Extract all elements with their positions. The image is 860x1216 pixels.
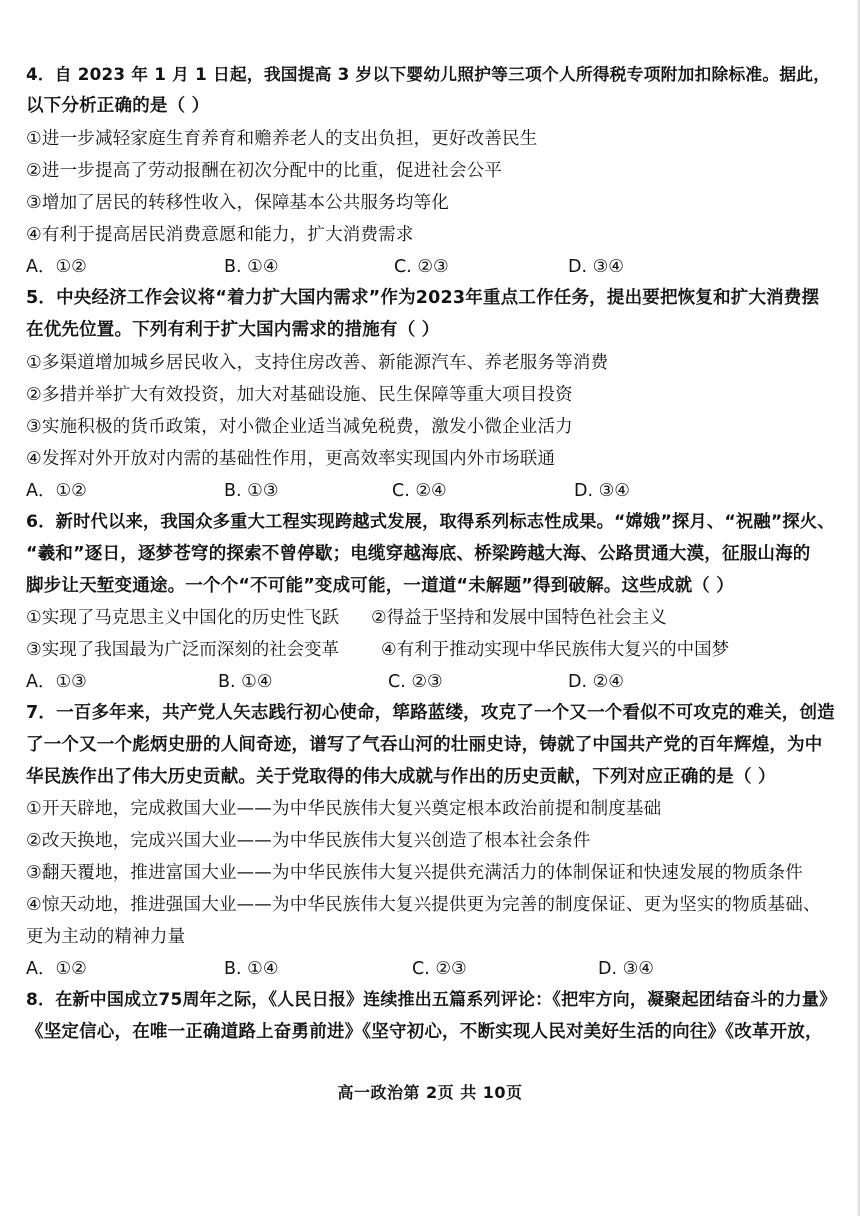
q4-option-3: ③增加了居民的转移性收入，保障基本公共服务均等化 (26, 193, 449, 213)
q5-answer-b: B. ①③ (224, 481, 279, 501)
q4-option-4: ④有利于提高居民消费意愿和能力，扩大消费需求 (26, 225, 414, 245)
q5-answer-a: A．①② (26, 481, 87, 501)
q4-answer-b: B. ①④ (224, 257, 279, 277)
q7-option-2: ②改天换地，完成兴国大业——为中华民族伟大复兴创造了根本社会条件 (26, 831, 591, 851)
q5-option-3: ③实施积极的货币政策，对小微企业适当减免税费，激发小微企业活力 (26, 417, 573, 437)
q4-option-1: ①进一步减轻家庭生育养育和赡养老人的支出负担，更好改善民生 (26, 129, 538, 149)
q5-stem-line-2: 在优先位置。下列有利于扩大国内需求的措施有（ ） (26, 320, 440, 340)
q7-stem-line-1: 7．一百多年来，共产党人矢志践行初心使命，筚路蓝缕，攻克了一个又一个看似不可攻克的难关，创造 (26, 703, 835, 723)
q6-options-row-2 (26, 638, 826, 662)
q7-answer-a: A．①② (26, 959, 87, 979)
q5-answer-d: D. ③④ (574, 481, 630, 501)
q7-answer-c: C. ②③ (412, 959, 467, 979)
q4-stem-line-1: 4．自 2023 年 1 月 1 日起，我国提高 3 岁以下婴幼儿照护等三项个人所得税专项附加扣除标准。据此， (26, 64, 831, 84)
q6-option-4: ④有利于推动实现中华民族伟大复兴的中国梦 (381, 640, 730, 660)
q5-option-1: ①多渠道增加城乡居民收入，支持住房改善、新能源汽车、养老服务等消费 (26, 353, 609, 373)
q7-stem-line-2: 了一个又一个彪炳史册的人间奇迹，谱写了气吞山河的壮丽史诗，铸就了中国共产党的百年辉煌，为中 (26, 735, 823, 755)
q4-stem-line-2: 以下分析正确的是（ ） (26, 96, 210, 116)
q6-options-row-1 (26, 606, 826, 630)
q6-option-3: ③实现了我国最为广泛而深刻的社会变革 (26, 640, 340, 660)
q6-stem-line-2: “羲和”逐日，逐梦苍穹的探索不曾停歇；电缆穿越海底、桥梁跨越大海、公路贯通大漠，征服山海的 (26, 544, 811, 564)
q7-answer-choices (26, 957, 826, 981)
q5-option-2: ②多措并举扩大有效投资，加大对基础设施、民生保障等重大项目投资 (26, 385, 573, 405)
q6-answer-b: B. ①④ (218, 672, 273, 692)
q4-answer-choices (26, 255, 826, 279)
q7-answer-b: B. ①④ (224, 959, 279, 979)
q4-option-2: ②进一步提高了劳动报酬在初次分配中的比重，促进社会公平 (26, 161, 503, 181)
q4-answer-d: D. ③④ (568, 257, 624, 277)
q8-stem-line-2: 《坚定信心，在唯一正确道路上奋勇前进》《坚守初心，不断实现人民对美好生活的向往》《改革开放， (26, 1022, 823, 1042)
q6-answer-c: C. ②③ (388, 672, 443, 692)
q8-stem-line-1: 8．在新中国成立75周年之际，《人民日报》连续推出五篇系列评论：《把牢方向，凝聚起团结奋斗的力量》 (26, 990, 837, 1010)
q7-option-3: ③翻天覆地，推进富国大业——为中华民族伟大复兴提供充满活力的体制保证和快速发展的物质条件 (26, 863, 803, 883)
q7-option-4-line-1: ④惊天动地，推进强国大业——为中华民族伟大复兴提供更为完善的制度保证、更为坚实的物质基础、 (26, 895, 821, 915)
q7-option-4-line-2: 更为主动的精神力量 (26, 927, 186, 947)
q7-stem-line-3: 华民族作出了伟大历史贡献。关于党取得的伟大成就与作出的历史贡献，下列对应正确的是（ ） (26, 767, 776, 787)
q5-stem-line-1: 5．中央经济工作会议将“着力扩大国内需求”作为2023年重点工作任务，提出要把恢复和扩大消费摆 (26, 288, 820, 308)
q6-option-1: ①实现了马克思主义中国化的历史性飞跃 (26, 608, 340, 628)
q7-answer-d: D. ③④ (598, 959, 654, 979)
q4-answer-c: C. ②③ (394, 257, 449, 277)
q4-answer-a: A．①② (26, 257, 87, 277)
page-footer: 高一政治第 2页 共 10页 (337, 1083, 523, 1102)
q6-option-2: ②得益于坚持和发展中国特色社会主义 (371, 608, 667, 628)
q5-answer-choices (26, 479, 826, 503)
q5-option-4: ④发挥对外开放对内需的基础性作用，更高效率实现国内外市场联通 (26, 449, 556, 469)
q5-answer-c: C. ②④ (392, 481, 447, 501)
q6-answer-d: D. ②④ (568, 672, 624, 692)
q6-stem-line-1: 6．新时代以来，我国众多重大工程实现跨越式发展，取得系列标志性成果。“嫦娥”探月、“祝融”探火、 (26, 512, 835, 532)
q6-answer-choices (26, 670, 826, 694)
q7-option-1: ①开天辟地，完成救国大业——为中华民族伟大复兴奠定根本政治前提和制度基础 (26, 799, 662, 819)
q6-answer-a: A．①③ (26, 672, 87, 692)
q6-stem-line-3: 脚步让天堑变通途。一个个“不可能”变成可能，一道道“未解题”得到破解。这些成就（ ） (26, 576, 734, 596)
